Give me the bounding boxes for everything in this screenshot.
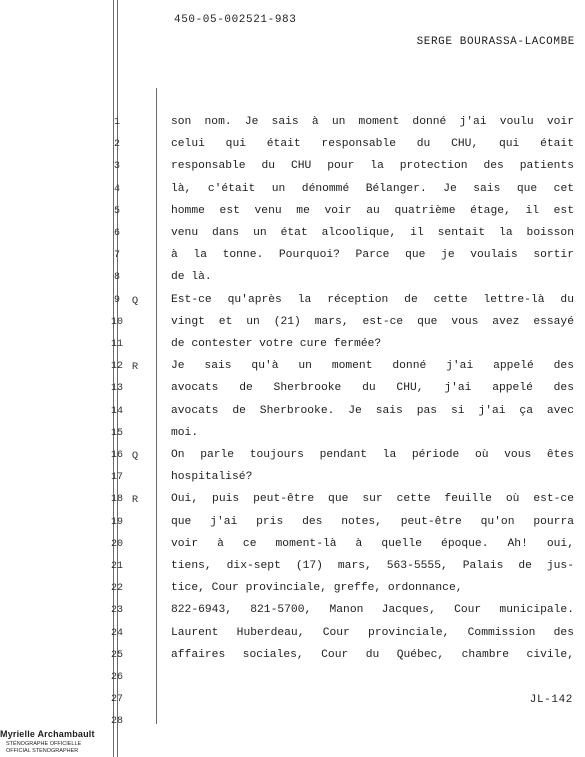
transcript-line: affaires sociales, Cour du Québec, chambre civile, bbox=[171, 648, 574, 661]
speaker-marker: Q bbox=[131, 450, 139, 462]
transcript-line: Laurent Huberdeau, Cour provinciale, Commission des bbox=[171, 626, 574, 639]
stenographer-title-fr: STÉNOGRAPHE OFFICIELLE bbox=[6, 741, 82, 747]
line-number: 22 bbox=[110, 583, 123, 595]
transcript-line: hospitalisé? bbox=[171, 471, 253, 484]
transcript-line: Oui, puis peut-être que sur cette feuille où est-ce bbox=[171, 493, 574, 506]
speaker-marker: Q bbox=[131, 294, 139, 307]
line-number: 3 bbox=[113, 161, 120, 173]
speaker-marker: R bbox=[131, 361, 139, 374]
line-number: 5 bbox=[113, 205, 120, 217]
case-number: 450-05-002521-983 bbox=[174, 14, 297, 26]
transcript-line: homme est venu me voir au quatrième étage, il est bbox=[171, 204, 574, 217]
line-number: 10 bbox=[110, 316, 123, 328]
line-number: 25 bbox=[110, 649, 123, 661]
line-number: 8 bbox=[113, 272, 120, 284]
line-number: 17 bbox=[110, 472, 123, 484]
line-number: 20 bbox=[110, 538, 123, 550]
line-number: 26 bbox=[110, 672, 123, 683]
line-number: 19 bbox=[110, 516, 123, 528]
transcript-line: avocats de Sherbrooke. Je sais pas si j'ai ça avec bbox=[171, 404, 574, 417]
transcript-line: On parle toujours pendant la période où vous êtes bbox=[171, 449, 574, 461]
margin-rule-left-1 bbox=[113, 0, 114, 757]
line-number: 28 bbox=[110, 716, 123, 728]
transcript-line: moi. bbox=[171, 426, 199, 439]
line-number: 1 bbox=[113, 117, 120, 128]
transcript-line: venu dans un état alcoolique, il sentait la boisson bbox=[171, 227, 574, 239]
witness-name: SERGE BOURASSA-LACOMBE bbox=[416, 36, 575, 48]
line-number: 23 bbox=[110, 605, 123, 617]
speaker-rule bbox=[156, 88, 157, 724]
line-number: 18 bbox=[110, 494, 123, 506]
transcript-line: son nom. Je sais à un moment donné j'ai voulu voir bbox=[171, 116, 574, 128]
transcript-line: que j'ai pris des notes, peut-être qu'on pourra bbox=[171, 515, 574, 528]
transcript-line: là, c'était un dénommé Bélanger. Je sais que cet bbox=[171, 182, 574, 195]
transcript-line: celui qui était responsable du CHU, qui était bbox=[171, 138, 574, 151]
line-number: 13 bbox=[110, 383, 123, 395]
transcript-line: Je sais qu'à un moment donné j'ai appelé des bbox=[171, 360, 574, 373]
line-number: 2 bbox=[113, 139, 120, 151]
line-number: 6 bbox=[113, 228, 120, 239]
stenographer-name: Myrielle Archambault bbox=[0, 729, 95, 739]
line-number: 16 bbox=[110, 450, 123, 461]
line-number: 27 bbox=[110, 694, 123, 706]
line-number: 14 bbox=[110, 405, 123, 417]
transcript-line: de contester votre cure fermée? bbox=[171, 338, 382, 350]
stenographer-title-en: OFFICIAL STENOGRAPHER bbox=[6, 748, 79, 754]
transcript-line: voir à ce moment-là à quelle époque. Ah! oui, bbox=[171, 537, 574, 550]
margin-rule-left-2 bbox=[117, 0, 118, 757]
speaker-marker: R bbox=[131, 494, 139, 507]
line-number: 15 bbox=[110, 427, 123, 439]
line-number: 21 bbox=[110, 561, 123, 572]
transcript-line: tice, Cour provinciale, greffe, ordonnance, bbox=[171, 582, 463, 595]
transcript-line: 822-6943, 821-5700, Manon Jacques, Cour municipale. bbox=[171, 604, 574, 617]
transcript-line: avocats de Sherbrooke du CHU, j'ai appelé des bbox=[171, 382, 574, 395]
transcript-line: Est-ce qu'après la réception de cette lettre-là du bbox=[171, 293, 574, 306]
transcript-line: tiens, dix-sept (17) mars, 563-5555, Palais de jus- bbox=[171, 560, 574, 572]
line-number: 12 bbox=[110, 361, 123, 373]
line-number: 7 bbox=[113, 250, 120, 262]
transcript-line: vingt et un (21) mars, est-ce que vous avez essayé bbox=[171, 315, 574, 328]
page-code: JL-142 bbox=[529, 694, 573, 706]
line-number: 11 bbox=[110, 339, 123, 350]
transcript-line: de là. bbox=[171, 271, 212, 284]
line-number: 4 bbox=[113, 183, 120, 195]
line-number: 24 bbox=[110, 627, 123, 639]
line-number: 9 bbox=[113, 294, 120, 306]
transcript-line: à la tonne. Pourquoi? Parce que je voulais sortir bbox=[171, 249, 574, 262]
transcript-line: responsable du CHU pour la protection des patients bbox=[171, 160, 574, 173]
